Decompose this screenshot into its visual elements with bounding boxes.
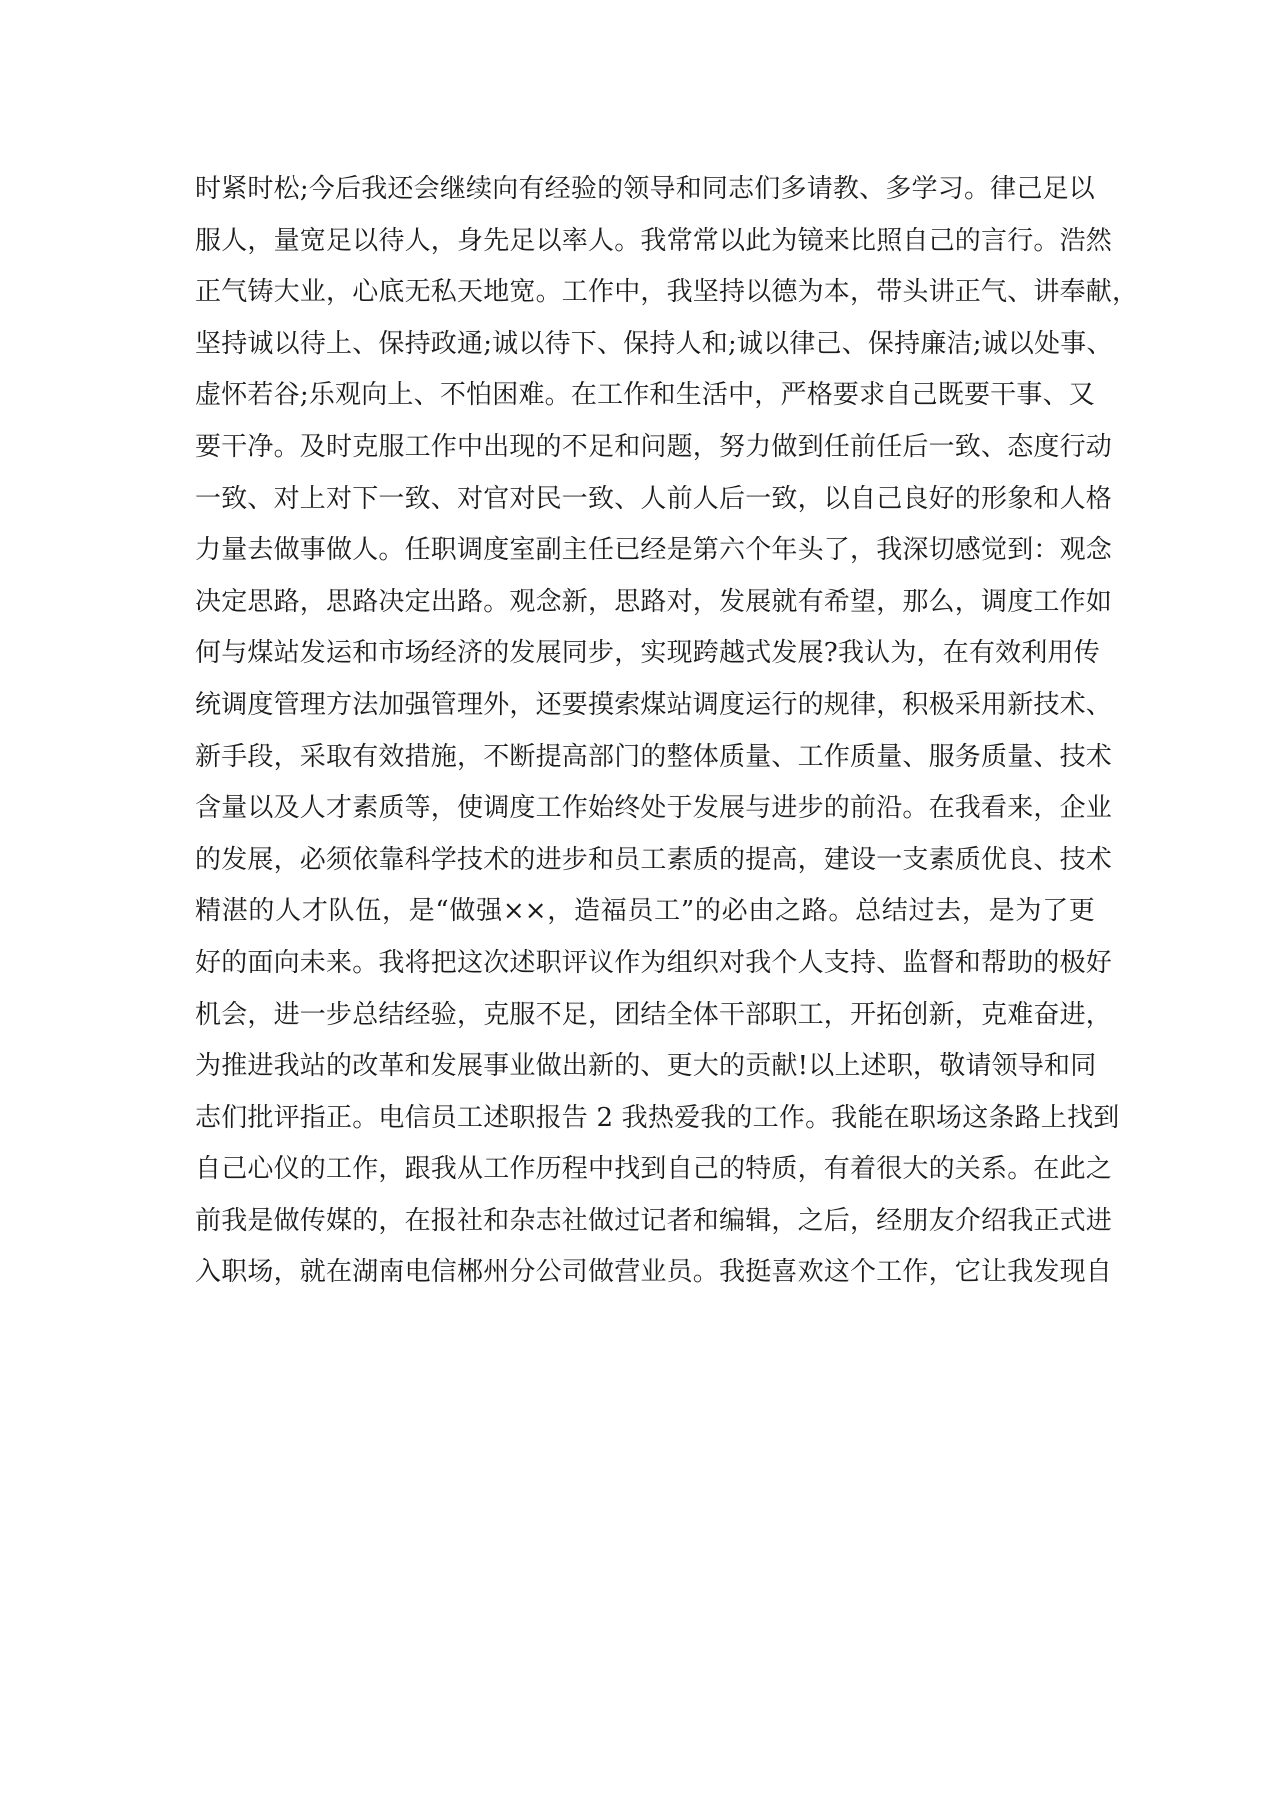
text-line: 何与煤站发运和市场经济的发展同步，实现跨越式发展?我认为，在有效利用传: [195, 638, 1100, 669]
text-line: 服人，量宽足以待人，身先足以率人。我常常以此为镜来比照自己的言行。浩然: [195, 225, 1113, 256]
text-line: 含量以及人才素质等，使调度工作始终处于发展与进步的前沿。在我看来，企业: [195, 793, 1113, 824]
text-line: 新手段，采取有效措施，不断提高部门的整体质量、工作质量、服务质量、技术: [195, 741, 1113, 772]
text-line: 自己心仪的工作，跟我从工作历程中找到自己的特质，有着很大的关系。在此之: [195, 1154, 1113, 1185]
text-line: 正气铸大业，心底无私天地宽。工作中，我坚持以德为本，带头讲正气、讲奉献，: [195, 277, 1139, 308]
text-line: 为推进我站的改革和发展事业做出新的、更大的贡献!以上述职，敬请领导和同: [195, 1051, 1097, 1082]
text-line: 志们批评指正。电信员工述职报告 2 我热爱我的工作。我能在职场这条路上找到: [195, 1102, 1120, 1133]
text-line: 统调度管理方法加强管理外，还要摸索煤站调度运行的规律，积极采用新技术、: [195, 689, 1113, 720]
text-line: 虚怀若谷;乐观向上、不怕困难。在工作和生活中，严格要求自己既要干事、又: [195, 380, 1095, 411]
text-line: 力量去做事做人。任职调度室副主任已经是第六个年头了，我深切感觉到：观念: [195, 535, 1113, 566]
text-line: 的发展，必须依靠科学技术的进步和员工素质的提高，建设一支素质优良、技术: [195, 844, 1113, 875]
text-line: 时紧时松;今后我还会继续向有经验的领导和同志们多请教、多学习。律己足以: [195, 174, 1095, 204]
text-line: 决定思路，思路决定出路。观念新，思路对，发展就有希望，那么，调度工作如: [195, 586, 1113, 617]
text-line: 入职场，就在湖南电信郴州分公司做营业员。我挺喜欢这个工作，它让我发现自: [195, 1257, 1113, 1288]
text-line: 前我是做传媒的，在报社和杂志社做过记者和编辑，之后，经朋友介绍我正式进: [195, 1205, 1113, 1236]
text-line: 一致、对上对下一致、对官对民一致、人前人后一致，以自己良好的形象和人格: [195, 483, 1113, 514]
text-line: 坚持诚以待上、保持政通;诚以待下、保持人和;诚以律己、保持廉洁;诚以处事、: [195, 328, 1113, 359]
text-line: 机会，进一步总结经验，克服不足，团结全体干部职工，开拓创新，克难奋进，: [195, 999, 1113, 1030]
text-line: 精湛的人才队伍，是“做强××，造福员工”的必由之路。总结过去，是为了更: [195, 896, 1095, 927]
text-line: 好的面向未来。我将把这次述职评议作为组织对我个人支持、监督和帮助的极好: [195, 947, 1113, 978]
text-line: 要干净。及时克服工作中出现的不足和问题，努力做到任前任后一致、态度行动: [195, 431, 1113, 462]
body-text: [195, 164, 1139, 1299]
